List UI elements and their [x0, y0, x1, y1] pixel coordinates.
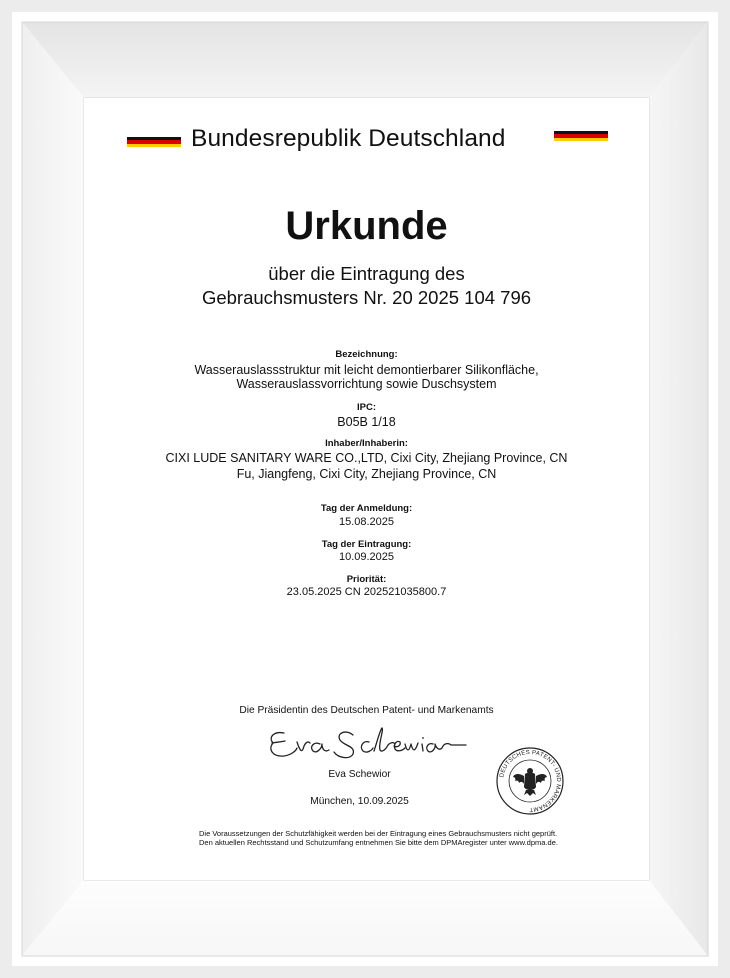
- owner-line-1: CIXI LUDE SANITARY WARE CO.,LTD, Cixi City, Zhejiang Province, CN: [165, 451, 568, 465]
- registration-date: 10.09.2025: [338, 551, 395, 563]
- priority-label: Priorität:: [346, 574, 387, 585]
- german-flag-left-icon: [127, 137, 181, 147]
- president-line: Die Präsidentin des Deutschen Patent- und Markenamts: [239, 705, 494, 716]
- designation-line-1: Wasserauslassstruktur mit leicht demontierbarer Silikonfläche,: [194, 363, 539, 377]
- registration-date-label: Tag der Eintragung:: [321, 539, 412, 550]
- handwritten-signature: [264, 724, 484, 769]
- dpma-seal-icon: [496, 747, 564, 820]
- designation-label: Bezeichnung:: [335, 349, 398, 360]
- footnote-line-1: Die Voraussetzungen der Schutzfähigkeit werden bei der Eintragung eines Gebrauchsmusters nicht geprüft.: [199, 829, 558, 838]
- filing-date-label: Tag der Anmeldung:: [320, 503, 413, 514]
- seal-text: DEUTSCHES PATENT- UND MARKENAMT: [499, 749, 562, 813]
- subtitle-line-2: Gebrauchsmusters Nr. 20 2025 104 796: [201, 287, 532, 308]
- priority-value: 23.05.2025 CN 202521035800.7: [286, 586, 447, 598]
- owner-line-2: Fu, Jiangfeng, Cixi City, Zhejiang Province, CN: [236, 467, 497, 481]
- footnote-line-2: Den aktuellen Rechtsstand und Schutzumfang entnehmen Sie bitte dem DPMAregister unter www.dpma.de.: [199, 838, 558, 847]
- country-name: Bundesrepublik Deutschland: [191, 125, 506, 152]
- ipc-value: B05B 1/18: [337, 415, 396, 429]
- german-flag-right-icon: [554, 131, 608, 141]
- subtitle-line-1: über die Eintragung des: [268, 263, 465, 284]
- certificate-header: [84, 125, 649, 155]
- certificate-paper: [84, 98, 649, 880]
- place-and-date: München, 10.09.2025: [310, 796, 409, 807]
- designation-line-2: Wasserauslassvorrichtung sowie Duschsystem: [236, 377, 497, 391]
- ipc-label: IPC:: [357, 402, 376, 413]
- signatory-name: Eva Schewior: [328, 769, 391, 780]
- certificate-title: Urkunde: [285, 204, 448, 248]
- filing-date: 15.08.2025: [338, 516, 395, 528]
- owner-label: Inhaber/Inhaberin:: [325, 438, 408, 449]
